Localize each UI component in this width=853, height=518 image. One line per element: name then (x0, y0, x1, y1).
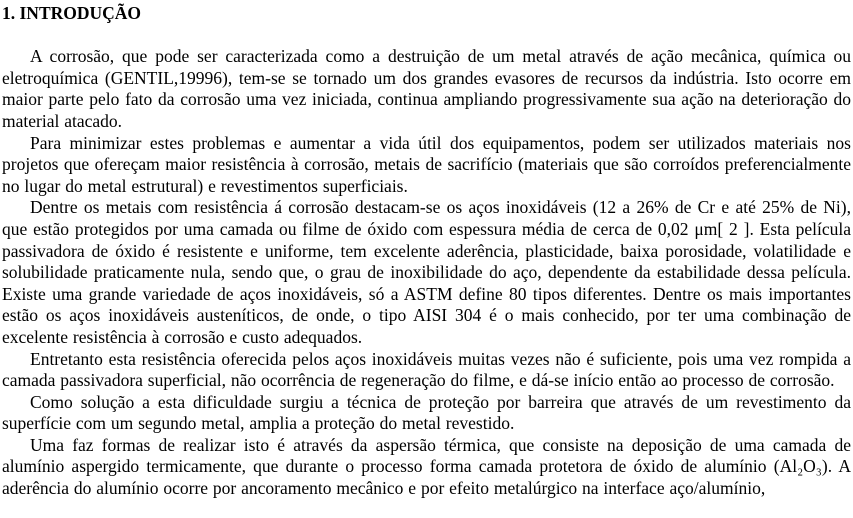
paragraph-thermal-spraying: Uma faz formas de realizar isto é através da aspersão térmica, que consiste na deposição de uma camada de alumínio aspergido termicamente, que durante o processo forma camada protetora de óxido de alumínio (Al₂O₃). A aderência do alumínio ocorre por ancoramento mecânico e por efeito metalúrgico na interface aço/alumínio, (2, 434, 851, 499)
paragraph-barrier-protection: Como solução a esta dificuldade surgiu a técnica de proteção por barreira que através de um revestimento da superfície com um segundo metal, amplia a proteção do metal revestido. (2, 391, 851, 434)
paragraph-resistance-limitations: Entretanto esta resistência oferecida pelos aços inoxidáveis muitas vezes não é suficiente, pois uma vez rompida a camada passivadora superficial, não ocorrência de regeneração do filme, e dá-se início então ao processo de corrosão. (2, 348, 851, 391)
paragraph-stainless-steels: Dentre os metais com resistência á corrosão destacam-se os aços inoxidáveis (12 a 26% de Cr e até 25% de Ni), que estão protegidos por uma camada ou filme de óxido com espessura média de cerca de 0,02 μm[ 2 ]. Esta película passivadora de óxido é resistente e uniforme, tem excelente aderência, plasticidade, baixa porosidade, volatilidade e solubilidade praticamente nula, sendo que, o grau de inoxibilidade do aço, dependente da estabilidade dessa película. Existe uma grande variedade de aços inoxidáveis, só a ASTM define 80 tipos diferentes. Dentre os mais importantes estão os aços inoxidáveis austeníticos, de onde, o tipo AISI 304 é o mais conhecido, por ter uma combinação de excelente resistência à corrosão e custo adequados. (2, 197, 851, 347)
section-heading: 1. INTRODUÇÃO (2, 3, 142, 23)
paragraph-minimizing-problems: Para minimizar estes problemas e aumentar a vida útil dos equipamentos, podem ser utilizados materiais nos projetos que ofereçam maior resistência à corrosão, metais de sacrifício (materiais que são corroídos preferencialmente no lugar do metal estrutural) e revestimentos superficiais. (2, 132, 851, 196)
paragraph-corrosion-definition: A corrosão, que pode ser caracterizada como a destruição de um metal através de ação mecânica, química ou eletroquímica (GENTIL,19996), tem-se se tornado um dos grandes evasores de recursos da indústria. Isto ocorre em maior parte pelo fato da corrosão uma vez iniciada, continua ampliando progressivamente sua ação na deterioração do material atacado. (2, 46, 851, 131)
